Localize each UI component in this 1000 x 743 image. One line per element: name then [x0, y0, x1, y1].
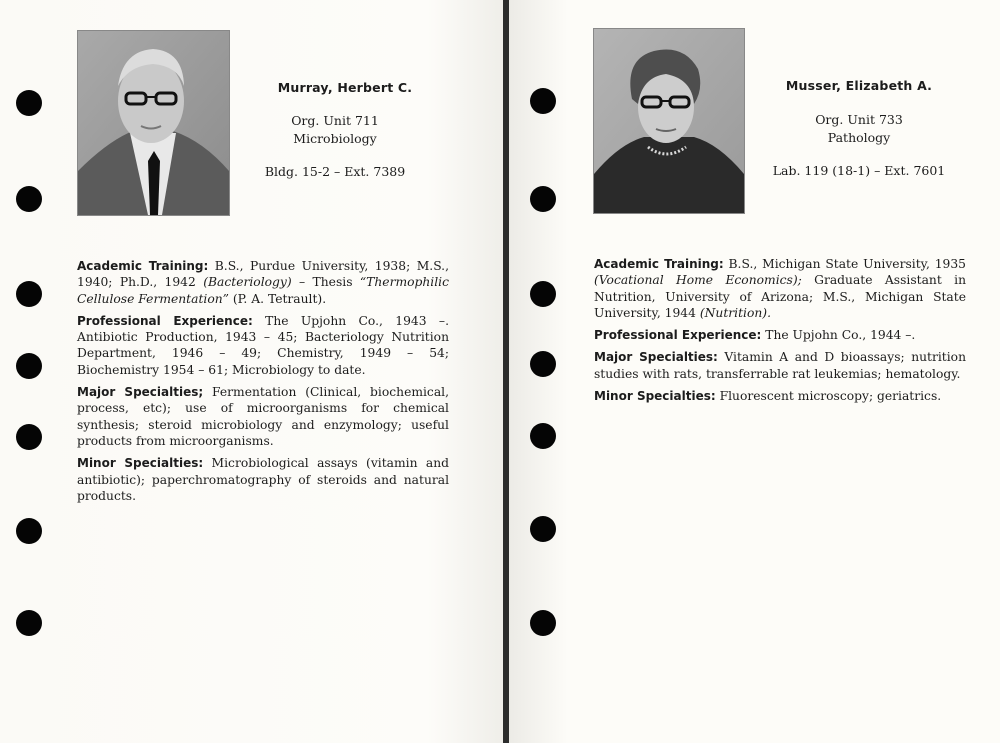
- binder-hole: [530, 516, 556, 542]
- section-label: Academic Training:: [594, 257, 724, 271]
- binder-hole: [16, 353, 42, 379]
- binder-hole: [530, 423, 556, 449]
- section-label: Major Specialties:: [594, 350, 718, 365]
- person-name: Musser, Elizabeth A.: [785, 78, 933, 93]
- binder-hole: [16, 186, 42, 212]
- major-specialties: Major Specialties; Fermentation (Clinical, biochemical, process, etc); use of microorganisms for chemical synthesis; steroid microbiology and enzymology; useful products from microorganisms.: [77, 385, 449, 448]
- contact-info: [764, 111, 954, 180]
- biography: [594, 256, 966, 410]
- academic-training: Academic Training: B.S., Purdue University, 1938; M.S., 1940; Ph.D., 1942 (Bacteriology) – Thesis “Thermophilic Cellulose Fermentation” (P. A. Tetrault).: [77, 259, 449, 306]
- section-label: Academic Training:: [77, 259, 209, 273]
- binder-hole: [530, 88, 556, 114]
- professional-experience: Professional Experience: The Upjohn Co., 1943 –. Antibiotic Production, 1943 – 45; Bacteriology Nutrition Department, 1946 – 49; Chemistry, 1949 – 54; Biochemistry 1954 – 61; Microbiology to date.: [77, 313, 449, 377]
- professional-experience: Professional Experience: The Upjohn Co., 1944 –.: [594, 328, 916, 343]
- org-unit: Org. Unit 711: [291, 113, 379, 128]
- binder-hole: [530, 610, 556, 636]
- person-name: Murray, Herbert C.: [277, 80, 413, 95]
- right-page: [509, 0, 1000, 743]
- binder-hole: [16, 424, 42, 450]
- binder-hole: [16, 610, 42, 636]
- binder-hole: [530, 351, 556, 377]
- biography: [77, 258, 449, 510]
- section-label: Minor Specialties:: [77, 456, 204, 471]
- org-unit: Org. Unit 733: [815, 112, 903, 127]
- department: Pathology: [827, 130, 891, 145]
- portrait-photo: [77, 30, 230, 216]
- academic-training: Academic Training: B.S., Michigan State University, 1935 (Vocational Home Economics); Graduate Assistant in Nutrition, University of Arizona; M.S., Michigan State University, 1944 (Nutrition).: [594, 257, 967, 320]
- major-specialties: Major Specialties: Vitamin A and D bioassays; nutrition studies with rats, transferrable rat leukemias; hematology.: [594, 350, 966, 381]
- section-label: Professional Experience:: [594, 328, 762, 343]
- minor-specialties: Minor Specialties: Fluorescent microscopy; geriatrics.: [594, 389, 942, 404]
- binder-hole: [16, 281, 42, 307]
- binder-hole: [530, 281, 556, 307]
- minor-specialties: Minor Specialties: Microbiological assays (vitamin and antibiotic); paperchromatography of steroids and natural products.: [77, 456, 449, 503]
- portrait-photo: [593, 28, 745, 214]
- binder-hole: [16, 518, 42, 544]
- location: Lab. 119 (18-1) – Ext. 7601: [772, 163, 946, 178]
- contact-info: [260, 112, 410, 181]
- location: Bldg. 15-2 – Ext. 7389: [264, 164, 406, 179]
- section-label: Minor Specialties:: [594, 389, 716, 404]
- department: Microbiology: [293, 131, 377, 146]
- binder-hole: [530, 186, 556, 212]
- binder-hole: [16, 90, 42, 116]
- section-label: Professional Experience:: [77, 313, 253, 328]
- section-label: Major Specialties;: [77, 385, 204, 400]
